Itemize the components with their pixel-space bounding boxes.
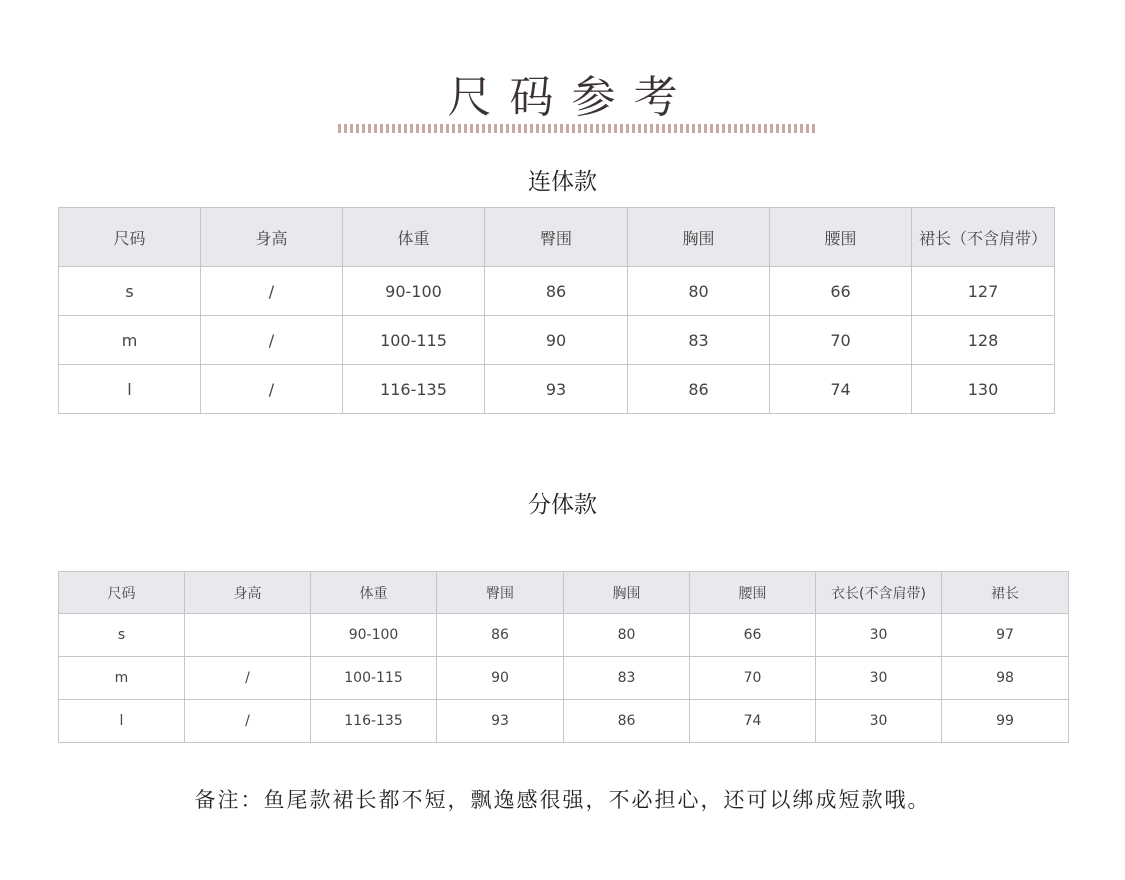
table-cell: / bbox=[201, 267, 343, 316]
table-cell: 80 bbox=[564, 614, 690, 657]
footnote: 备注：鱼尾款裙长都不短，飘逸感很强，不必担心，还可以绑成短款哦。 bbox=[194, 788, 931, 812]
table-header-row bbox=[59, 208, 1055, 267]
table-row bbox=[59, 365, 1055, 414]
table-cell: 97 bbox=[942, 614, 1069, 657]
page-title: 尺码参考 bbox=[447, 72, 696, 123]
table-cell: 128 bbox=[912, 316, 1055, 365]
table-cell: 93 bbox=[485, 365, 628, 414]
table-cell: 83 bbox=[628, 316, 770, 365]
header-cell: 尺码 bbox=[59, 208, 201, 267]
table-cell: 93 bbox=[437, 700, 564, 743]
table-cell: / bbox=[201, 365, 343, 414]
table-cell: 86 bbox=[628, 365, 770, 414]
table-cell: 116-135 bbox=[343, 365, 485, 414]
header-cell: 腰围 bbox=[690, 572, 816, 614]
table-cell: / bbox=[201, 316, 343, 365]
table-cell: 86 bbox=[437, 614, 564, 657]
table-row bbox=[59, 657, 1069, 700]
size-table-onepiece bbox=[58, 207, 1055, 414]
table-cell: 98 bbox=[942, 657, 1069, 700]
header-cell: 裙长 bbox=[942, 572, 1069, 614]
header-cell: 体重 bbox=[311, 572, 437, 614]
section-title-twopiece: 分体款 bbox=[528, 492, 597, 518]
table-cell: 66 bbox=[690, 614, 816, 657]
table-header-row bbox=[59, 572, 1069, 614]
table-cell: / bbox=[185, 657, 311, 700]
table-cell: s bbox=[59, 267, 201, 316]
table-cell: m bbox=[59, 657, 185, 700]
table-cell: 70 bbox=[690, 657, 816, 700]
table-cell bbox=[185, 614, 311, 657]
table-cell: 74 bbox=[770, 365, 912, 414]
header-cell: 身高 bbox=[185, 572, 311, 614]
table-cell: m bbox=[59, 316, 201, 365]
table-cell: s bbox=[59, 614, 185, 657]
table-cell: 86 bbox=[485, 267, 628, 316]
header-cell: 臀围 bbox=[485, 208, 628, 267]
table-cell: l bbox=[59, 700, 185, 743]
table-cell: 90 bbox=[437, 657, 564, 700]
table-cell: 100-115 bbox=[311, 657, 437, 700]
table-cell: 100-115 bbox=[343, 316, 485, 365]
table-cell: 70 bbox=[770, 316, 912, 365]
header-cell: 体重 bbox=[343, 208, 485, 267]
header-cell: 身高 bbox=[201, 208, 343, 267]
table-cell: 116-135 bbox=[311, 700, 437, 743]
table-cell: 90-100 bbox=[311, 614, 437, 657]
header-cell: 胸围 bbox=[628, 208, 770, 267]
table-cell: 99 bbox=[942, 700, 1069, 743]
table-row bbox=[59, 316, 1055, 365]
table-cell: 30 bbox=[816, 700, 942, 743]
table-cell: / bbox=[185, 700, 311, 743]
table-row bbox=[59, 267, 1055, 316]
table-cell: 30 bbox=[816, 657, 942, 700]
table-cell: 130 bbox=[912, 365, 1055, 414]
table-cell: 74 bbox=[690, 700, 816, 743]
table-cell: 66 bbox=[770, 267, 912, 316]
table-row bbox=[59, 700, 1069, 743]
table-cell: 90 bbox=[485, 316, 628, 365]
header-cell: 臀围 bbox=[437, 572, 564, 614]
size-table-twopiece bbox=[58, 571, 1069, 743]
table-cell: 90-100 bbox=[343, 267, 485, 316]
header-cell: 尺码 bbox=[59, 572, 185, 614]
header-cell: 衣长(不含肩带) bbox=[816, 572, 942, 614]
section-title-onepiece: 连体款 bbox=[528, 169, 597, 195]
header-cell: 胸围 bbox=[564, 572, 690, 614]
table-cell: 30 bbox=[816, 614, 942, 657]
table-cell: 127 bbox=[912, 267, 1055, 316]
title-divider bbox=[338, 124, 815, 133]
table-cell: 80 bbox=[628, 267, 770, 316]
table-row bbox=[59, 614, 1069, 657]
header-cell: 裙长（不含肩带） bbox=[912, 208, 1055, 267]
table-cell: l bbox=[59, 365, 201, 414]
table-cell: 86 bbox=[564, 700, 690, 743]
header-cell: 腰围 bbox=[770, 208, 912, 267]
table-cell: 83 bbox=[564, 657, 690, 700]
